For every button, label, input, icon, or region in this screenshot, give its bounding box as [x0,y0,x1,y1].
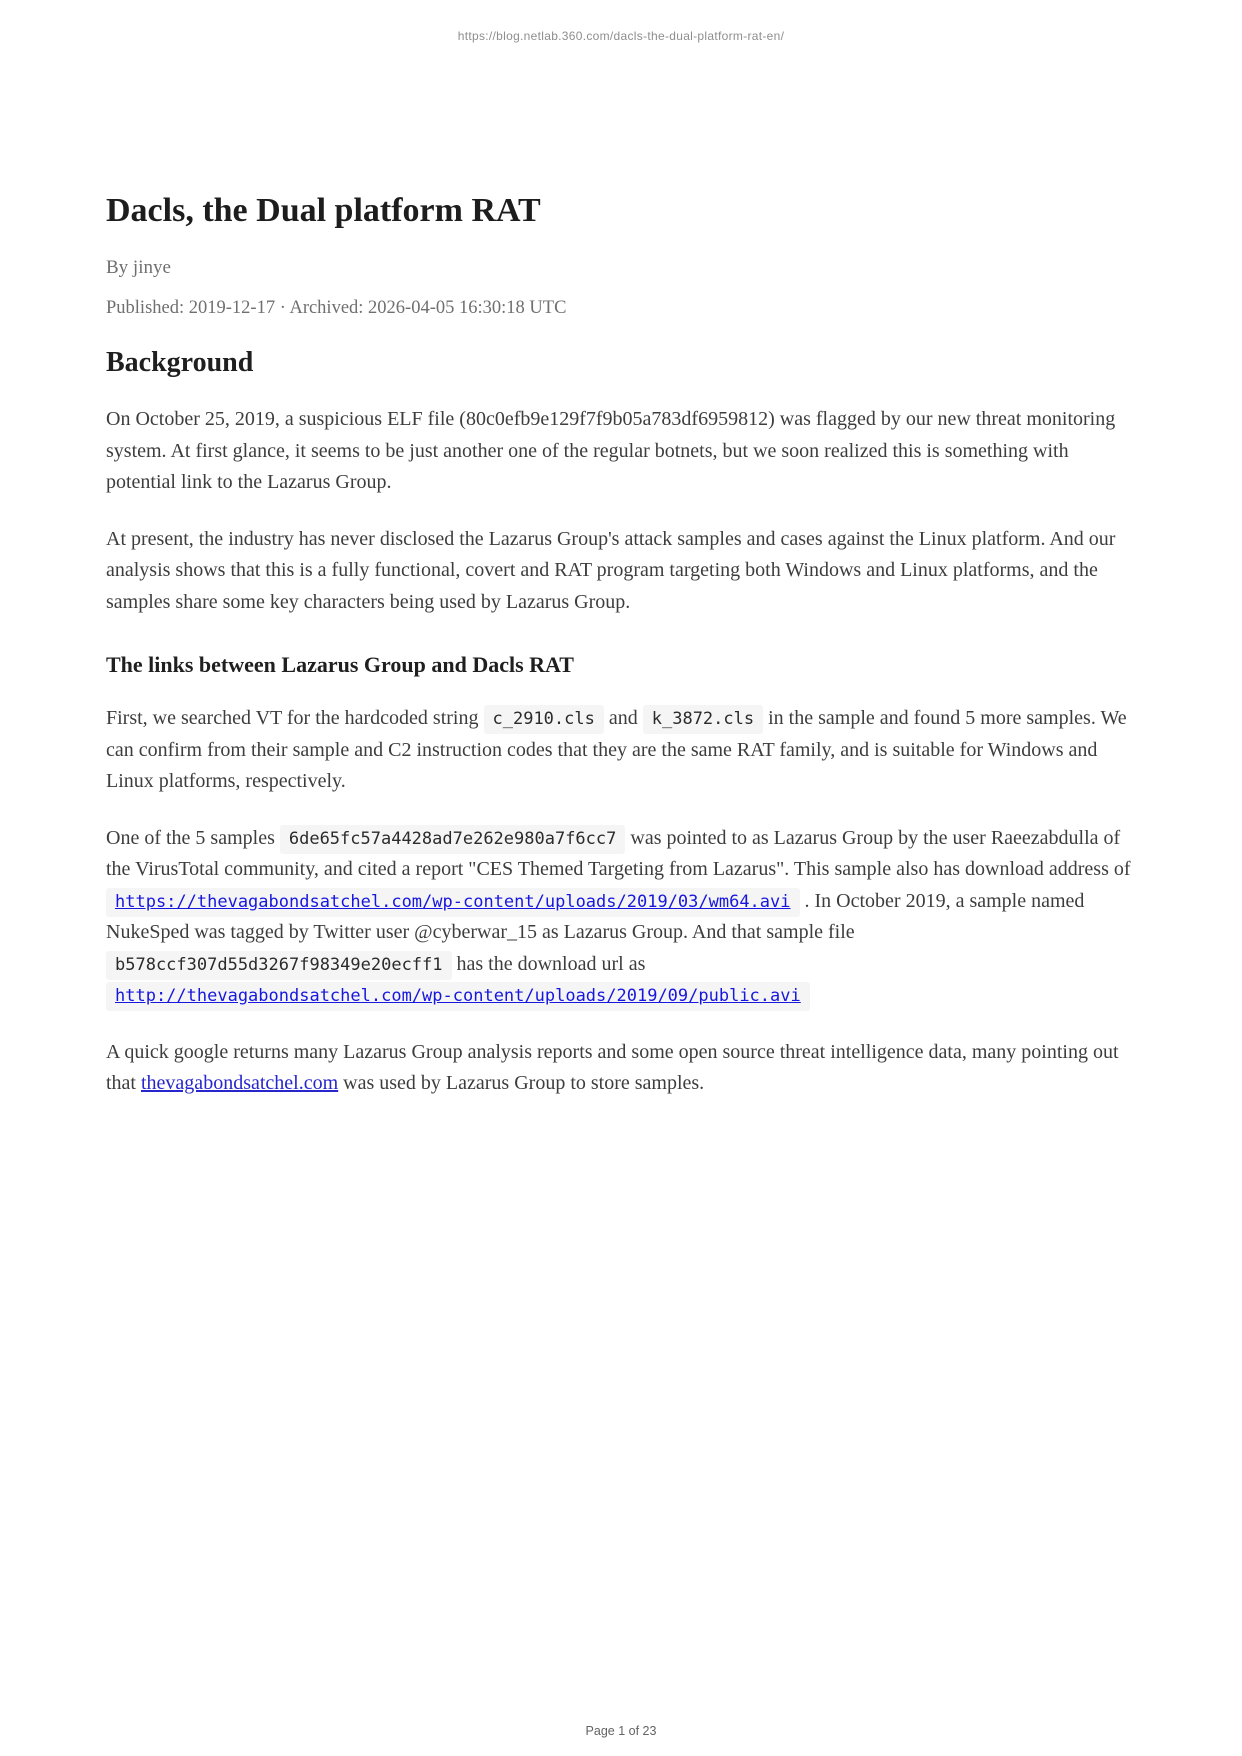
heading-background: Background [106,347,254,379]
text-segment: First, we searched VT for the hardcoded string [106,707,484,730]
article-byline: By jinye [106,257,171,279]
code-url-link[interactable]: https://thevagabondsatchel.com/wp-content/uploads/2019/03/wm64.avi [106,888,800,917]
text-segment: in the sample and found 5 more samples. We can confirm from their sample and C2 instruction codes that they are the same RAT family, and is suitable for Windows and Linux platforms, respectively. [106,707,1127,793]
text-segment: One of the 5 samples [106,826,280,849]
text-segment: has the download url as [451,952,646,975]
text-segment: and [603,707,643,730]
text-segment: . In October 2019, a sample named NukeSped was tagged by Twitter user @cyberwar_15 as Lazarus Group. And that sample file [106,889,1085,944]
paragraph-background-2: At present, the industry has never disclosed the Lazarus Group's attack samples and cases against the Linux platform. And our analysis shows that this is a fully functional, covert and RAT program targeting both Windows and Linux platforms, and the samples share some key characters being used by Lazarus Group. [106,527,1116,613]
paragraph-links-2 [106,823,1136,1012]
paragraph-links-3 [106,1037,1136,1100]
text-segment: was pointed to as Lazarus Group by the user Raeezabdulla of the VirusTotal community, and cited a report "CES Themed Targeting from Lazarus". This sample also has download address of [106,826,1131,881]
footer-page-number: Page 1 of 23 [585,1724,657,1738]
text-segment: A quick google returns many Lazarus Group analysis reports and some open source threat intelligence data, many pointing out that [106,1040,1119,1095]
heading-links-lazarus-dacls: The links between Lazarus Group and Dacls RAT [106,652,574,678]
paragraph-links-1 [106,703,1136,798]
inline-code: k_3872.cls [643,705,763,734]
print-header-url: https://blog.netlab.360.com/dacls-the-dual-platform-rat-en/ [457,29,785,43]
paragraph-background-1: On October 25, 2019, a suspicious ELF file (80c0efb9e129f7f9b05a783df6959812) was flagged by our new threat monitoring system. At first glance, it seems to be just another one of the regular botnets, but we soon realized this is something with potential link to the Lazarus Group. [106,408,1116,494]
code-url-link[interactable]: http://thevagabondsatchel.com/wp-content/uploads/2019/09/public.avi [106,982,810,1011]
text-segment: was used by Lazarus Group to store samples. [338,1072,705,1095]
article-content [106,191,1136,1100]
article-title: Dacls, the Dual platform RAT [106,192,541,229]
article-meta-published-archived: Published: 2019-12-17 · Archived: 2026-04-05 16:30:18 UTC [106,298,567,319]
inline-code: c_2910.cls [484,705,604,734]
inline-code: b578ccf307d55d3267f98349e20ecff1 [106,951,452,980]
inline-code: 6de65fc57a4428ad7e262e980a7f6cc7 [280,825,626,854]
text-link[interactable]: thevagabondsatchel.com [141,1072,339,1095]
